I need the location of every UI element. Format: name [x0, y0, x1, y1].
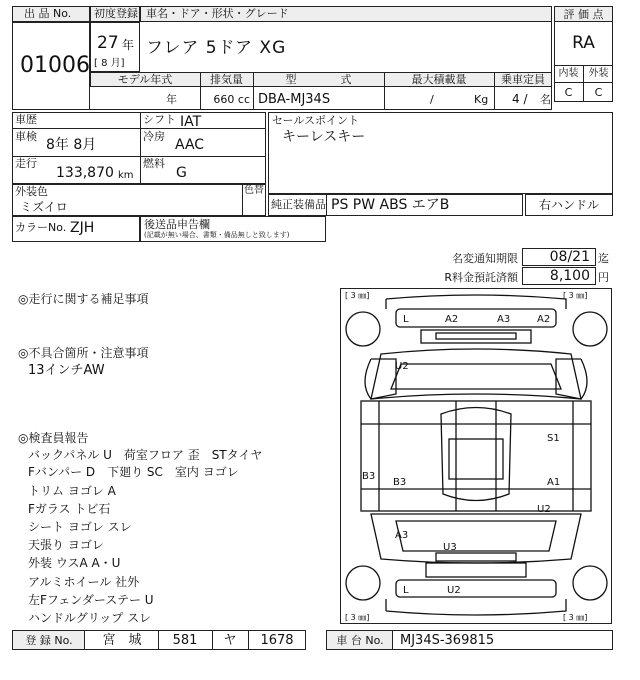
inspector-line: Fバンパー D 下廻り SC 室内 ヨゴレ: [28, 465, 239, 479]
model-year-label: モデル年式: [117, 73, 173, 86]
history-label: 車歴: [15, 113, 37, 126]
ac-label: 冷房: [143, 130, 165, 143]
docs-note: (記載が無い場合、書類・備品無しと致します): [144, 231, 290, 239]
color-no-label: カラーNo.: [15, 221, 67, 234]
equipment-label: 純正装備品: [271, 198, 326, 211]
name-label: 車名・ドア・形状・グレード: [146, 7, 289, 20]
inspector-line: バックパネル U 荷室フロア 歪 STタイヤ: [28, 448, 263, 462]
damage-code: A1: [547, 477, 561, 488]
model-type: DBA-MJ34S: [258, 92, 331, 107]
wheel-front-right: [573, 312, 607, 346]
capacity: 4 /: [512, 92, 528, 106]
mileage: 133,870: [56, 165, 114, 181]
recycle: 8,100: [549, 268, 590, 284]
registration-area: 宮 城: [102, 633, 142, 648]
inspector-line: 天張り ヨゴレ: [28, 538, 104, 552]
lot-no-label: 出 品 No.: [24, 7, 72, 20]
first-reg-year-unit: 年: [122, 38, 135, 52]
recycle-unit: 円: [598, 271, 609, 284]
car-name: フレア 5ドア XG: [146, 38, 287, 58]
ac: AAC: [175, 137, 205, 153]
lot-no: 01006: [20, 53, 90, 78]
color-no: ZJH: [70, 220, 95, 236]
inspector-line: Fガラス トビ石: [28, 502, 111, 516]
max-load-label: 最大積載量: [411, 73, 467, 86]
displacement: 660 cc: [213, 93, 250, 106]
registration-number: 1678: [260, 633, 294, 648]
inspector-line: ハンドルグリップ スレ: [28, 611, 152, 625]
tread-rear-left: [ 3 ㎜]: [345, 613, 370, 622]
damage-code: L: [403, 585, 409, 596]
exterior-score: C: [594, 86, 603, 99]
name-change: 08/21: [549, 249, 590, 265]
interior-label: 内装: [558, 68, 579, 79]
ext-color: ミズイロ: [20, 200, 68, 214]
equipment: PS PW ABS エアB: [331, 197, 450, 213]
first-reg-month: [ 8 月]: [94, 58, 125, 69]
color-change-label: 色替: [244, 185, 264, 196]
name-change-unit: 迄: [598, 252, 609, 265]
shift-label: シフト: [143, 113, 176, 126]
wheel-front-left: [346, 312, 380, 346]
type-label: 型 式: [285, 73, 352, 86]
displacement-label: 排気量: [210, 73, 243, 86]
max-load-unit: Kg: [474, 93, 489, 106]
damage-code: U2: [395, 361, 409, 372]
damage-code: A2: [445, 314, 459, 325]
recycle-label: R料金預託済額: [444, 271, 518, 284]
mileage-label: 走行: [15, 157, 37, 170]
shift: IAT: [180, 114, 202, 130]
defects-label: ◎不具合箇所・注意事項: [18, 346, 149, 360]
max-load-slash: /: [430, 93, 434, 106]
score: RA: [572, 33, 595, 53]
sales-point: キーレスキー: [282, 129, 366, 145]
damage-code: U3: [443, 542, 457, 553]
damage-code: B3: [393, 477, 407, 488]
driving-notes-label: ◎走行に関する補足事項: [18, 292, 149, 306]
damage-code: A3: [395, 530, 409, 541]
damage-code: L: [403, 314, 409, 325]
inspection-label: 車検: [15, 130, 37, 143]
defect-line: 13インチAW: [28, 363, 105, 378]
exterior-label: 外装: [588, 68, 609, 79]
damage-code: U2: [447, 585, 461, 596]
wheel-rear-left: [346, 566, 380, 600]
inspection: 8年 8月: [46, 137, 97, 153]
chassis-label: 車 台 No.: [336, 634, 384, 647]
capacity-label: 乗車定員: [501, 73, 545, 86]
name-change-label: 名変通知期限: [452, 252, 518, 265]
sales-point-label: セールスポイント: [272, 114, 360, 127]
damage-code: B3: [362, 471, 376, 482]
inspector-line: アルミホイール 社外: [28, 575, 140, 589]
chassis-number: MJ34S-369815: [400, 633, 495, 648]
inspector-line: シート ヨゴレ スレ: [28, 520, 132, 534]
mileage-unit: km: [118, 170, 134, 181]
tread-front-right: [ 3 ㎜]: [563, 291, 588, 300]
score-label: 評 価 点: [563, 8, 604, 21]
registration-class: 581: [172, 633, 198, 648]
inspector-line: 外装 ウスA A・U: [28, 556, 121, 570]
damage-code: A2: [537, 314, 551, 325]
inspector-label: ◎検査員報告: [18, 431, 89, 445]
inspector-line: トリム ヨゴレ A: [28, 484, 116, 498]
damage-code: S1: [547, 433, 560, 444]
ext-color-label: 外装色: [15, 185, 48, 198]
capacity-unit: 名: [540, 93, 551, 106]
first-reg-year: 27: [97, 33, 119, 53]
damage-code: A3: [497, 314, 511, 325]
first-reg-label: 初度登録: [94, 7, 138, 20]
handle: 右ハンドル: [538, 198, 599, 212]
interior-score: C: [564, 86, 573, 99]
fuel-label: 燃料: [143, 157, 165, 170]
car-diagram: [340, 288, 612, 624]
car-diagram-svg: [341, 289, 611, 623]
tread-front-left: [ 3 ㎜]: [345, 291, 370, 300]
registration-label: 登 録 No.: [25, 634, 73, 647]
tread-rear-right: [ 3 ㎜]: [563, 613, 588, 622]
inspector-line: 左Fフェンダーステー U: [28, 593, 154, 607]
registration-kana: ヤ: [223, 633, 237, 648]
wheel-rear-right: [573, 566, 607, 600]
fuel: G: [176, 165, 187, 181]
damage-code: U2: [537, 504, 551, 515]
model-year-unit: 年: [166, 93, 177, 106]
docs-label: 後送品申告欄: [144, 218, 210, 231]
